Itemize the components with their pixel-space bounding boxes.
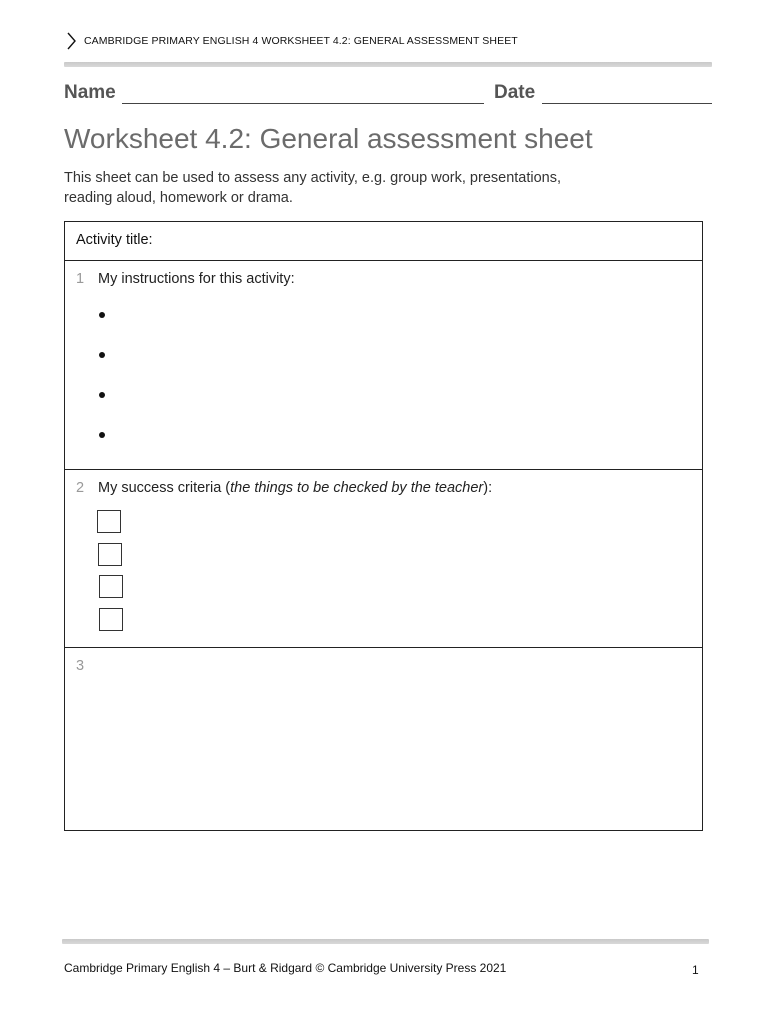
chevron-right-icon [66, 32, 76, 50]
name-field-line[interactable] [122, 103, 484, 104]
bullet-point-4 [99, 432, 105, 438]
success-checkbox-2[interactable] [98, 543, 122, 566]
intro-line-1: This sheet can be used to assess any activity, e.g. group work, presentations, [64, 170, 562, 186]
running-header-title: CAMBRIDGE PRIMARY ENGLISH 4 WORKSHEET 4.2: GENERAL ASSESSMENT SHEET [84, 35, 518, 47]
section-number-2: 2 [76, 480, 85, 496]
instructions-label: My instructions for this activity: [98, 271, 295, 287]
intro-text [64, 168, 664, 208]
success-criteria-label-end: ): [483, 480, 493, 496]
success-criteria-section [65, 469, 702, 647]
section-number-3: 3 [76, 658, 85, 674]
success-checkbox-4[interactable] [99, 608, 123, 631]
footer-credit: Cambridge Primary English 4 – Burt & Ridgard © Cambridge University Press 2021 [64, 961, 507, 975]
date-label: Date [494, 82, 536, 103]
activity-title-row[interactable] [65, 222, 702, 260]
assessment-table [64, 221, 703, 831]
success-checkbox-3[interactable] [99, 575, 123, 598]
instructions-section [65, 260, 702, 469]
bullet-point-1 [99, 312, 105, 318]
success-checkbox-1[interactable] [97, 510, 121, 533]
bullet-point-3 [99, 392, 105, 398]
success-criteria-label-start: My success criteria ( [98, 480, 231, 496]
running-header [66, 32, 518, 50]
activity-title-label: Activity title: [76, 232, 153, 248]
intro-line-2: reading aloud, homework or drama. [64, 190, 293, 206]
section-number-1: 1 [76, 271, 85, 287]
section-3[interactable] [65, 647, 702, 831]
header-rule [64, 62, 712, 67]
success-criteria-label [98, 480, 492, 496]
success-criteria-label-italic: the things to be checked by the teacher [230, 480, 484, 496]
date-field-line[interactable] [542, 103, 712, 104]
page-title: Worksheet 4.2: General assessment sheet [64, 123, 593, 154]
name-date-row [64, 82, 712, 106]
page-number: 1 [692, 963, 699, 977]
bullet-point-2 [99, 352, 105, 358]
name-label: Name [64, 82, 116, 103]
footer-rule [62, 939, 709, 944]
